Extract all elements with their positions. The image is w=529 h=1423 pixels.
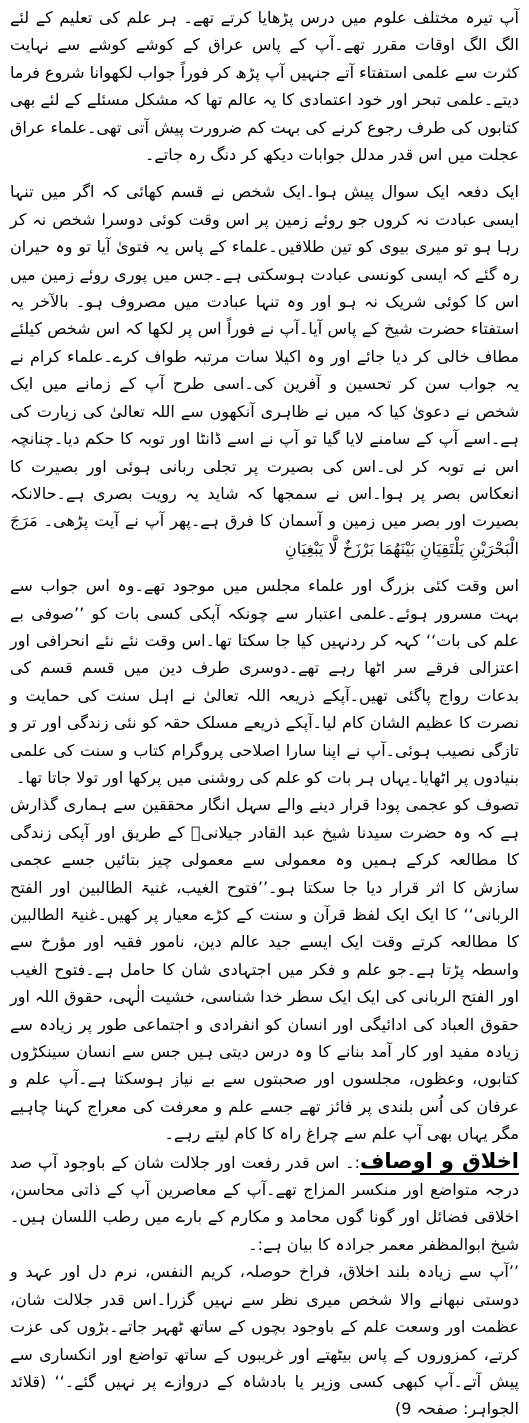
heading-colon: :۔ (339, 1152, 361, 1172)
paragraph-question (10, 178, 519, 562)
paragraph-question-text: ایک دفعہ ایک سوال پیش ہوا۔ایک شخص نے قسم کھائی کہ اگر میں تنہا ایسی عبادت نہ کروں جو روئے زمین پر اس وقت کوئی دوسرا شخص نہ کر رہا ہو تو میری بیوی کو تین طلاقیں۔علماء کے پاس یہ فتویٰ آیا تو وہ حیران رہ گئے کہ ایسی کونسی عبادت ہوسکتی ہے۔جس میں پوری روئے زمین میں اس کا کوئی شریک نہ ہو اور وہ تنہا عبادت میں مصروف ہو۔ بالآخر یہ استفتاء حضرت شیخ کے پاس آیا۔آپ نے فوراً اس پر لکھا کہ اس شخص کیلئے مطاف خالی کر دیا جائے اور وہ اکیلا سات مرتبہ طواف کرے۔علماء کرام نے یہ جواب سن کر تحسین و آفرین کی۔اسی طرح آپ کے زمانے میں ایک شخص نے دعویٰ کیا کہ میں نے ظاہری آنکھوں سے اللہ تعالیٰ کی زیارت کی ہے۔اسے آپ کے سامنے لایا گیا تو آپ نے اسے ڈانٹا اور توبہ کا حکم دیا۔چنانچہ اس نے توبہ کر لی۔اس کی بصیرت پر تجلی ربانی ہوئی اور بصیرت کا انعکاس بصر پر ہوا۔اس نے سمجھا کہ شاید یہ رویت بصری ہے۔حالانکہ بصیرت اور بصر میں زمین و آسمان کا فرق ہے۔پھر آپ نے آیت پڑھی۔ (10, 182, 520, 531)
paragraph-teaching: آپ تیرہ مختلف علوم میں درس پڑھایا کرتے تھے۔ ہر علم کی تعلیم کے لئے الگ الگ اوقات مقرر تھے۔آپ کے پاس عراق کے کوشے کوشے سے نہایت کثرت سے علمی استفتاء آتے جنہیں آپ پڑھ کر فوراً جواب لکھوانا شروع فرما دیتے۔علمی تبحر اور خود اعتمادی کا یہ عالم تھا کہ مشکل مسئلے کے لئے بھی کتابوں کی طرف رجوع کرنے کی بہت کم ضرورت پیش آتی تھی۔علماء عراق عجلت میں اس قدر مدلل جوابات دیکھ کر دنگ رہ جاتے۔ (10, 8, 519, 165)
paragraph-akhlaq (10, 1148, 519, 1259)
quotation (10, 1258, 519, 1422)
quranic-verse: مَرَجَ الْبَحْرَيْنِ يَلْتَقِيَانِ بَيْنَهُمَا بَرْزَخٌ لَّا يَبْغِيَانِ (10, 511, 519, 558)
paragraph-scholars: اس وقت کئی بزرگ اور علماء مجلس میں موجود تھے۔وہ اس جواب سے بہت مسرور ہوئے۔علمی اعتبار سے چونکہ آپکی کسی بات کو ’’صوفی بے علم کی بات‘‘ کہہ کر ردنہیں کیا جا سکتا تھا۔اس وقت نئے نئے انحرافی اور اعتزالی فرقے سر اٹھا رہے تھے۔دوسری طرف دین میں قسم قسم کی بدعات رواج پاگئی تھیں۔آپکے ذریعہ اللہ تعالیٰ نے اہل سنت کی حمایت و نصرت کا عظیم الشان کام لیا۔آپکے ذریعے مسلک حقہ کو نئی زندگی اور تر و تازگی نصیب ہوئی۔آپ نے اپنا سارا اصلاحی پروگرام کتاب و سنت کی علمی بنیادوں پر اٹھایا۔یہاں ہر بات کو علم کی روشنی میں پرکھا اور تولا جاتا تھا۔ (10, 576, 520, 787)
paragraph-akhlaq-text: اس قدر رفعت اور جلالت شان کے باوجود آپ صد درجہ متواضع اور منکسر المزاج تھے۔آپ کے معاصرین آپ کے ذاتی محاسن، اخلاقی فضائل اور گونا گوں محامد و مکارم کے بارے میں رطب اللسان ہیں۔شیخ ابوالمظفر معمر جرادہ کا بیان ہے:۔ (10, 1152, 519, 1254)
source-reference: (قلائد الجواہر: صفحہ 9) (10, 1371, 519, 1419)
section-heading: اخلاق و اوصاف (360, 1148, 519, 1173)
paragraph-tasawwuf: تصوف کو عجمی پودا قرار دینے والے سہل انگار محققین سے ہماری گذارش ہے کہ وہ حضرت سیدنا شیخ عبد القادر جیلانیؒ کے طریق اور آپکی زندگی کا مطالعہ کرکے ہمیں وہ معمولی سے معمولی چیز بتائیں جسے عجمی سازش کا اثر قرار دیا جا سکتا ہو۔’’فتوح الغیب، غنیۃ الطالبین اور الفتح الربانی‘‘ کا ایک ایک لفظ قرآن و سنت کے کڑے معیار پر کھیں۔غنیۃ الطالبین کا مطالعہ کرتے وقت ایک ایسے جید عالم دین، نامور فقیہ اور مؤرخ سے واسطہ پڑتا ہے۔جو علم و فکر میں اجتہادی شان کا حامل ہے۔فتوح الغیب اور الفتح الربانی کی ایک ایک سطر خدا شناسی، خشیت الٰہی، حقوق اللہ اور حقوق العباد کی ادائیگی اور انسان کو انفرادی و اجتماعی طور پر زیادہ سے زیادہ مفید اور کار آمد بنانے کا وہ درس دیتی ہیں جس سے انسان سینکڑوں کتابوں، وعظوں، مجلسوں اور صحبتوں سے بے نیاز ہوسکتا ہے۔آپ علم و عرفان کی اُس بلندی پر فائز تھے جسے علم و معرفت کی معراج کہنا چاہیے مگر یہاں بھی آپ علم سے چراغ راہ کا کام لیتے رہے۔ (10, 795, 520, 1144)
quotation-text: ’’آپ سے زیادہ بلند اخلاق، فراخ حوصلہ، کریم النفس، نرم دل اور عہد و دوستی نبھانے والا شخص میری نظر سے نہیں گزرا۔اس قدر جلالت شان، عظمت اور وسعت علم کے باوجود بچوں کے ساتھ ٹھہر جاتے۔بڑوں کی عزت کرتے، کمزوروں کے پاس بیٹھتے اور غریبوں کے ساتھ تواضع اور انکساری سے پیش آتے۔آپ کبھی کسی وزیر یا بادشاہ کے دروازے پر نہیں گئے۔‘‘ (10, 1262, 520, 1391)
